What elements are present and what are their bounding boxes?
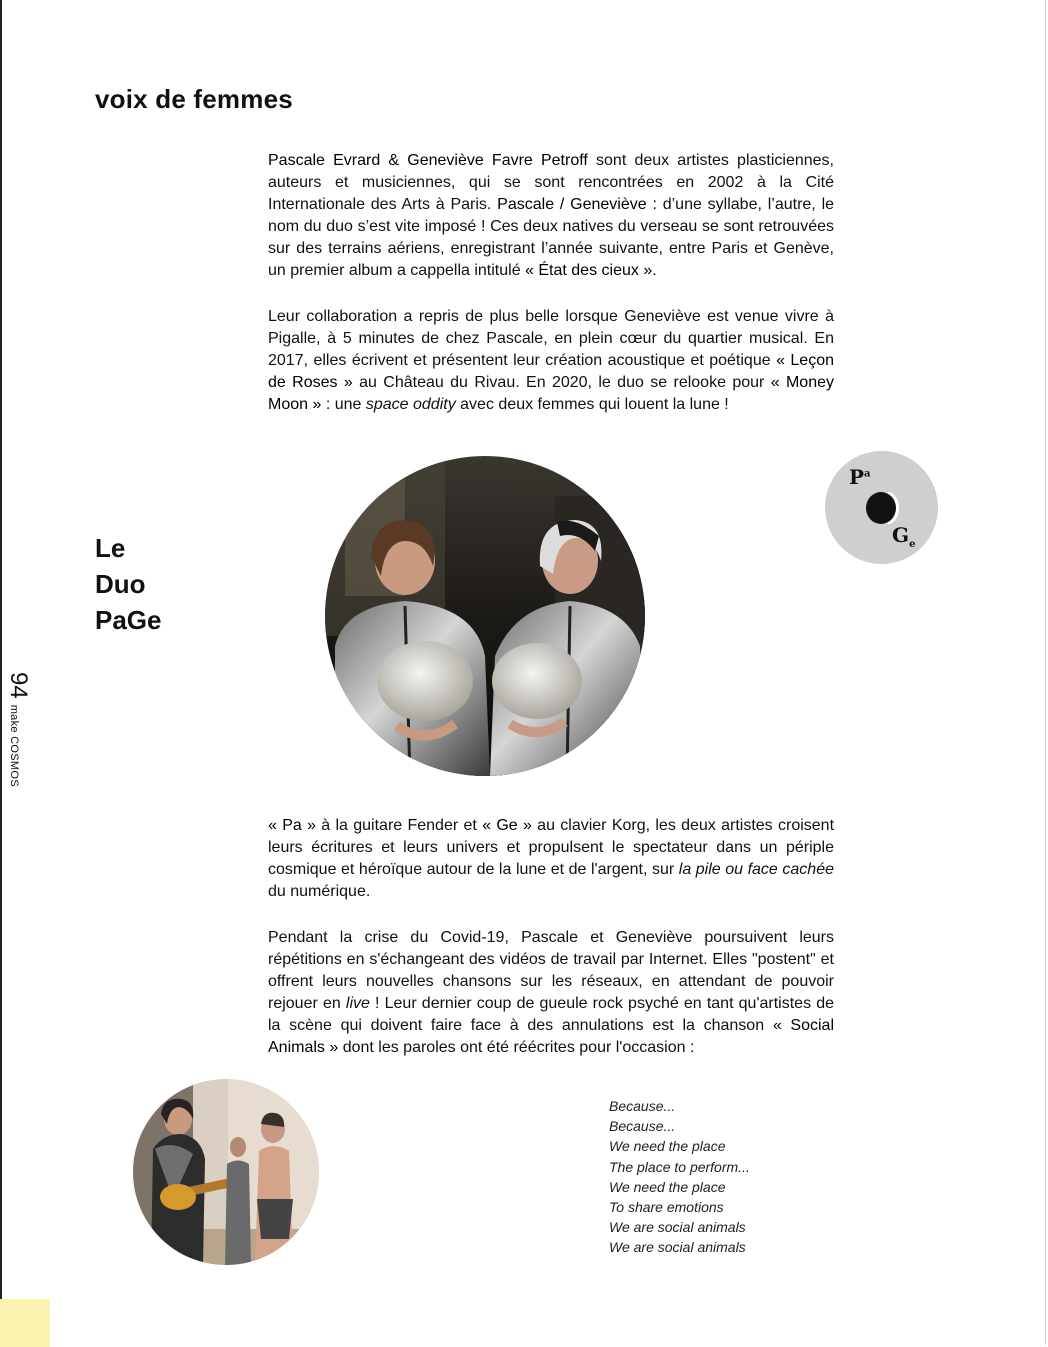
- text-run: à la guitare Fender et: [315, 817, 483, 834]
- text-run: au clavier Korg, les deux artistes croisent leurs écritures et leurs univers et propulsent le spectateur dans un périple cosmique et héroïque autour de la lune et de l'argent, sur: [268, 817, 835, 878]
- paragraph-instruments: [268, 815, 834, 903]
- heading-line-3: PaGe: [95, 605, 162, 635]
- page-number: 94: [5, 672, 32, 699]
- lyric-line: To share emotions: [609, 1199, 724, 1216]
- text-run: : une: [321, 396, 366, 413]
- magazine-name: make COSMOS: [8, 704, 20, 787]
- lyric-line: We are social animals: [609, 1219, 746, 1236]
- pa-label: « Pa »: [268, 817, 316, 834]
- text-run: sont deux artistes plasticiennes, auteurs et musiciennes, qui se sont rencontrées en 2002 à la Cité Internationale des Arts à Paris.: [268, 152, 835, 213]
- logo-pa-sup: a: [864, 468, 871, 480]
- album-title: « État des cieux »: [525, 262, 653, 279]
- text-run: .: [652, 262, 657, 279]
- lyric-line: Because...: [609, 1098, 676, 1114]
- logo-ge-letter: G: [892, 523, 910, 547]
- lyric-line: The place to perform...: [609, 1158, 750, 1175]
- show-title-lecon: « Leçon de Roses »: [268, 352, 834, 391]
- live-text: live: [345, 995, 370, 1012]
- article-heading: [95, 530, 162, 638]
- paragraph-collaboration: [268, 306, 834, 416]
- performance-photo: [133, 1079, 319, 1265]
- text-run: Leur collaboration a repris de plus belle lorsque Geneviève est venue vivre à Pigalle, à 5 minutes de chez Pascale, en plein cœur du quartier musical. En 2017, elles écrivent et présentent leur création acoustique et poétique: [268, 308, 834, 369]
- duo-photo: [325, 456, 645, 776]
- show-title-money: « Money Moon »: [268, 374, 835, 413]
- lyric-line: We need the place: [609, 1178, 726, 1195]
- paragraph-intro: [268, 150, 834, 282]
- ge-label: « Ge »: [482, 817, 532, 834]
- artist-names: Pascale Evrard & Geneviève Favre Petroff: [268, 152, 588, 169]
- logo-ge: [892, 523, 915, 550]
- text-run: ! Leur dernier coup de gueule rock psyché en tant qu'artistes de la scène qui doivent faire face à des annulations est la chanson: [268, 995, 835, 1034]
- text-run: avec deux femmes qui louent la lune !: [455, 396, 729, 413]
- lyric-line: Because...: [609, 1118, 676, 1135]
- text-run: d’une syllabe, l’autre, le nom du duo s’est vite imposé ! Ces deux natives du verseau se sont retrouvées sur des terrains aériens, enregistrant l’année suivante, entre Paris et Genève, un premier album a cappella intitulé: [268, 196, 835, 279]
- song-title: « Social Animals »: [268, 1017, 834, 1056]
- logo-moon-dark: [866, 492, 896, 524]
- song-lyrics: [609, 1096, 750, 1258]
- heading-line-1: Le: [95, 533, 126, 563]
- page-corner-tab: [0, 1299, 50, 1347]
- text-run: du numérique.: [268, 883, 371, 900]
- text-run: au Château du Rivau. En 2020, le duo se relooke pour: [352, 374, 771, 391]
- page-logo: [825, 451, 938, 564]
- logo-ge-sub: e: [909, 539, 916, 550]
- lyric-line: We are social animals: [609, 1239, 746, 1256]
- pile-ou-face-text: la pile ou face cachée: [678, 861, 834, 878]
- logo-pa-letter: P: [849, 465, 865, 489]
- performance-photo-illustration: [133, 1079, 319, 1265]
- duo-name: Pascale / Geneviève :: [497, 196, 657, 213]
- duo-photo-illustration: [325, 456, 645, 776]
- logo-pa: [849, 465, 871, 489]
- paragraph-covid: [268, 927, 834, 1059]
- heading-line-2: Duo: [95, 569, 146, 599]
- text-run: Pendant la crise du Covid-19, Pascale et Geneviève poursuivent leurs répétitions en s'échangeant des vidéos de travail par Internet. Elles "postent" et offrent leurs nouvelles chansons sur les réseaux, en attendant de pouvoir rejouer en: [268, 929, 834, 1012]
- text-run: dont les paroles ont été réécrites pour l'occasion :: [338, 1039, 695, 1056]
- section-title: voix de femmes: [95, 84, 293, 114]
- page-number-vertical: [4, 672, 32, 787]
- lyric-line: We need the place: [609, 1138, 726, 1155]
- space-oddity-text: space oddity: [365, 396, 456, 413]
